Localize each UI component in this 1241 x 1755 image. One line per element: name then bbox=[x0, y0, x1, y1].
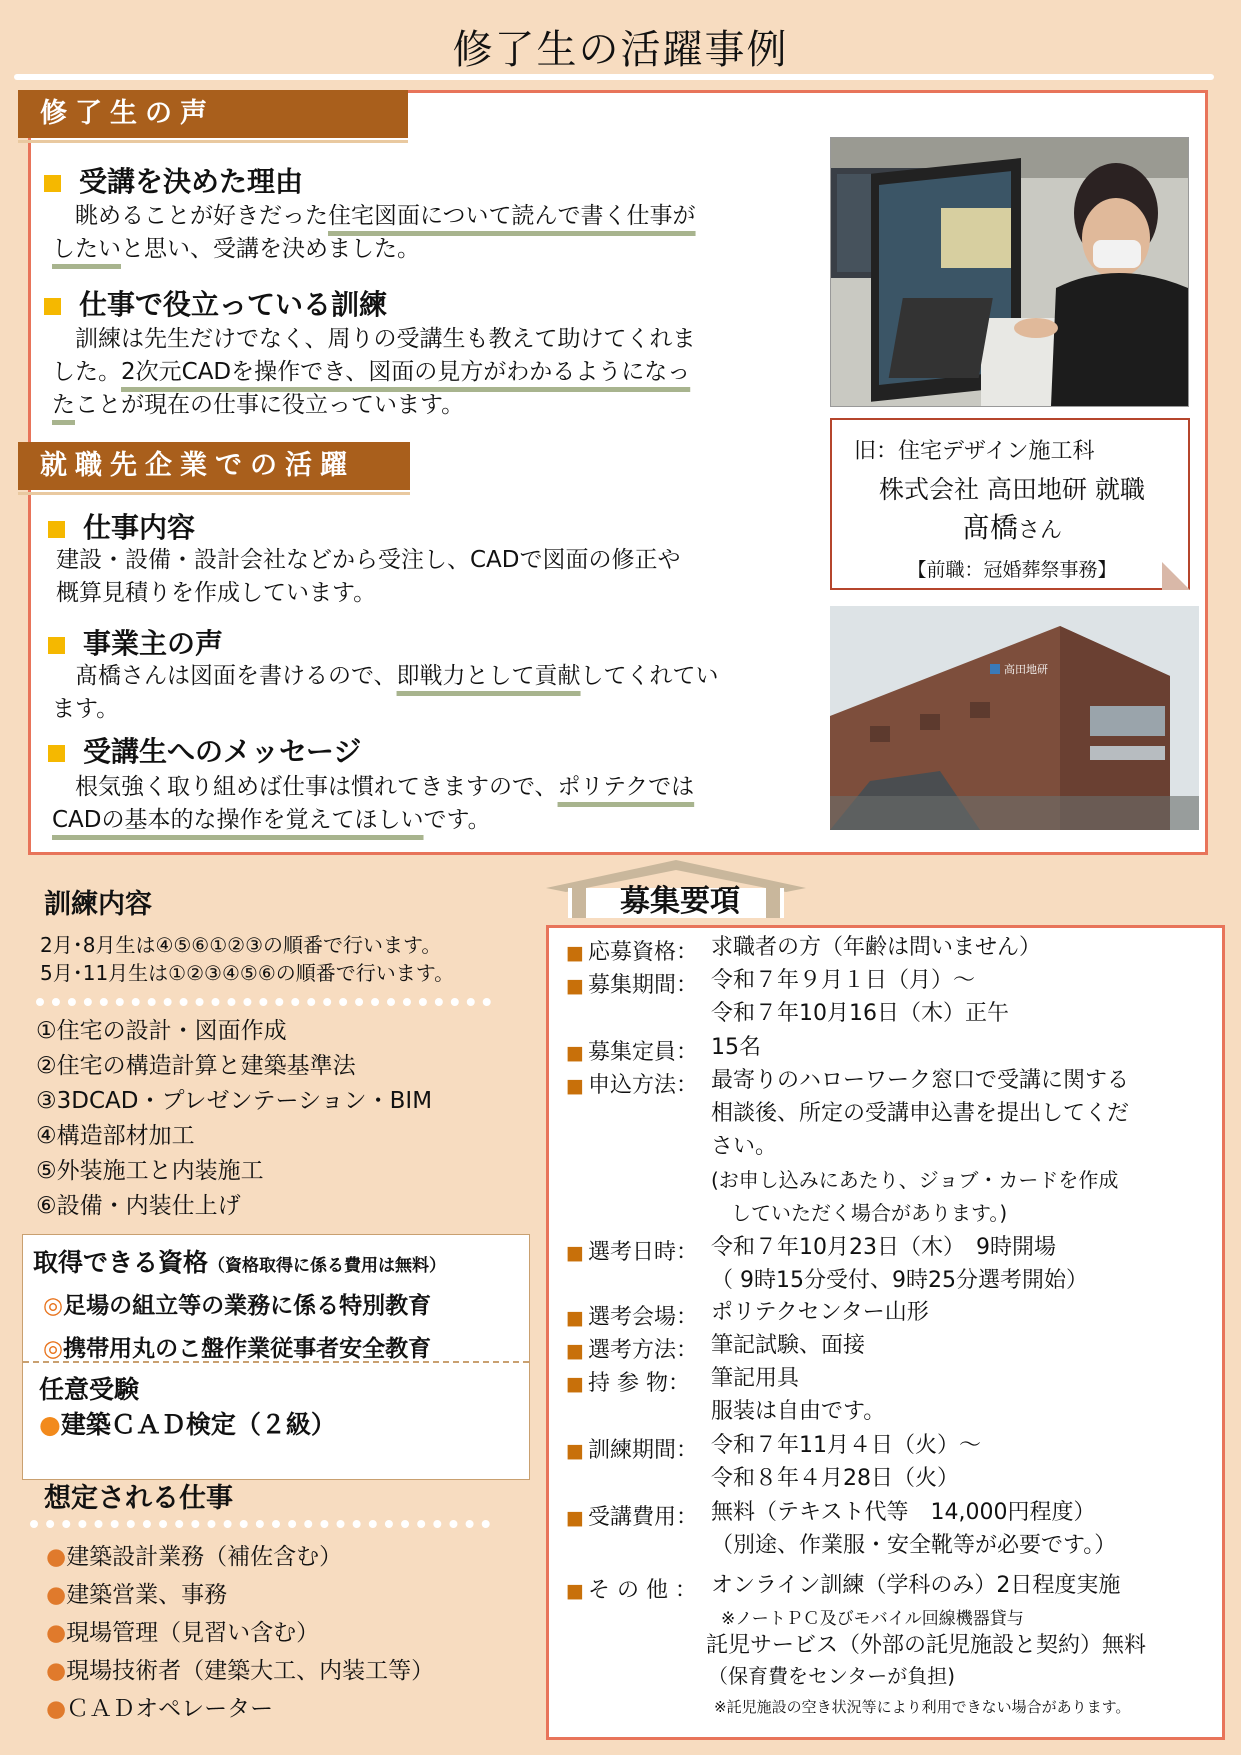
work-content-heading: 仕事内容 bbox=[48, 506, 195, 546]
recruit-value: 服装は自由です。 bbox=[711, 1399, 886, 1424]
company-building-photo bbox=[830, 606, 1199, 830]
recruit-value: 令和７年10月16日（木）正午 bbox=[711, 1001, 1009, 1026]
double-circle-icon: ◎ bbox=[43, 1336, 64, 1362]
recruit-value: 15名 bbox=[711, 1035, 761, 1060]
recruit-value: （ 9時15分受付、9時25分選考開始） bbox=[711, 1268, 1088, 1293]
job-item: ●現場技術者（建築大工、内装工等） bbox=[46, 1658, 435, 1684]
recruit-label: ■ 募集定員： bbox=[566, 1040, 698, 1065]
title-divider bbox=[14, 74, 1214, 80]
recruit-label: ■ そ の 他 ： bbox=[566, 1578, 697, 1603]
recruit-value: 令和７年９月１日（月）～ bbox=[711, 968, 976, 993]
recruit-label: ■ 選考方法： bbox=[566, 1338, 698, 1363]
training-order-line-1: 2月･8月生は④⑤⑥①②③の順番で行います。 bbox=[40, 933, 442, 957]
reason-text: 眺めることが好きだった住宅図面について読んで書く仕事が したいと思い、受講を決めました。 bbox=[52, 203, 696, 262]
graduate-voice-banner: 修了生の声 bbox=[18, 90, 408, 138]
recruit-label: ■ 受講費用： bbox=[566, 1505, 698, 1530]
recruit-value: さい。 bbox=[711, 1134, 778, 1159]
recruit-value: 令和７年10月23日（木） 9時開場 bbox=[711, 1235, 1056, 1260]
square-bullet-icon bbox=[44, 175, 61, 192]
employer-voice-heading: 事業主の声 bbox=[48, 622, 223, 662]
square-bullet-icon bbox=[48, 745, 65, 762]
recruit-value: （別途、作業服・安全靴等が必要です。） bbox=[711, 1533, 1117, 1558]
square-bullet-icon: ■ bbox=[566, 1580, 584, 1602]
employer-name: 株式会社 高田地研 就職 bbox=[879, 475, 1145, 504]
recruit-other-text: （保育費をセンターが負担) bbox=[708, 1664, 956, 1688]
reason-heading: 受講を決めた理由 bbox=[44, 160, 303, 200]
job-item: ●ＣＡＤオペレーター bbox=[46, 1696, 274, 1722]
graduate-at-work-photo bbox=[830, 137, 1189, 407]
former-course: 旧：住宅デザイン施工科 bbox=[854, 439, 1095, 464]
bullet-dot-icon: ● bbox=[46, 1658, 67, 1684]
square-bullet-icon bbox=[48, 637, 65, 654]
square-bullet-icon: ■ bbox=[566, 1507, 584, 1529]
recruit-value: していただく場合があります。) bbox=[711, 1201, 1008, 1225]
recruitment-title: 募集要項 bbox=[620, 884, 740, 919]
recruit-other-text: 託児サービス（外部の託児施設と契約）無料 bbox=[706, 1633, 1147, 1658]
optional-exam-heading: 任意受験 bbox=[39, 1375, 140, 1404]
employer-section-banner: 就職先企業での活躍 bbox=[18, 442, 410, 490]
job-item: ●建築設計業務（補佐含む） bbox=[46, 1544, 343, 1570]
former-job: 【前職：冠婚葬祭事務】 bbox=[907, 559, 1117, 581]
recruit-label: ■ 選考日時： bbox=[566, 1240, 698, 1265]
graduate-caption-card bbox=[830, 418, 1190, 590]
graduate-name: 髙橋さん bbox=[961, 511, 1063, 544]
square-bullet-icon: ■ bbox=[566, 1242, 584, 1264]
recruit-label: ■ 持 参 物： bbox=[566, 1371, 690, 1396]
training-content-heading: 訓練内容 bbox=[44, 889, 152, 920]
square-bullet-icon: ■ bbox=[566, 1307, 584, 1329]
double-circle-icon: ◎ bbox=[43, 1293, 64, 1319]
training-item: ⑤外装施工と内装施工 bbox=[36, 1158, 264, 1184]
dotted-divider bbox=[36, 998, 491, 1006]
training-item: ④構造部材加工 bbox=[36, 1123, 195, 1149]
recruit-label: ■ 申込方法： bbox=[566, 1073, 698, 1098]
qualification-item: ◎足場の組立等の業務に係る特別教育 bbox=[43, 1293, 432, 1319]
square-bullet-icon: ■ bbox=[566, 1373, 584, 1395]
recruit-label: ■ 訓練期間： bbox=[566, 1438, 698, 1463]
square-bullet-icon: ■ bbox=[566, 1440, 584, 1462]
recruit-other-text: ※託児施設の空き状況等により利用できない場合があります。 bbox=[714, 1698, 1131, 1716]
qualifications-box bbox=[22, 1234, 530, 1480]
recruit-value: 無料（テキスト代等 14,000円程度） bbox=[711, 1500, 1096, 1525]
recruit-value: 相談後、所定の受講申込書を提出してくだ bbox=[711, 1101, 1130, 1126]
recruit-value: 筆記用具 bbox=[711, 1366, 800, 1391]
qualifications-heading: 取得できる資格（資格取得に係る費用は無料） bbox=[33, 1248, 447, 1277]
recruit-other-text: ※ノートＰＣ及びモバイル回線機器貸与 bbox=[721, 1609, 1024, 1629]
square-bullet-icon: ■ bbox=[566, 1340, 584, 1362]
recruit-value: ポリテクセンター山形 bbox=[711, 1300, 929, 1325]
training-order-line-2: 5月･11月生は①②③④⑤⑥の順番で行います。 bbox=[40, 961, 455, 985]
message-heading: 受講生へのメッセージ bbox=[48, 730, 361, 770]
page-title: 修了生の活躍事例 bbox=[452, 27, 789, 73]
recruitment-rows bbox=[546, 925, 1225, 1740]
recruit-label: ■ 選考会場： bbox=[566, 1305, 698, 1330]
work-content-text: 建設・設備・設計会社などから受注し、CADで図面の修正や 概算見積りを作成しています。 bbox=[56, 547, 681, 606]
building-sign-text: 高田地研 bbox=[1004, 663, 1048, 676]
training-item: ②住宅の構造計算と建築基準法 bbox=[36, 1053, 356, 1079]
training-item: ①住宅の設計・図面作成 bbox=[36, 1018, 287, 1044]
useful-training-heading: 仕事で役立っている訓練 bbox=[44, 283, 387, 323]
message-text: 根気強く取り組めば仕事は慣れてきますので、ポリテクでは CADの基本的な操作を覚えてほしいです。 bbox=[52, 774, 695, 833]
page-fold-corner bbox=[1162, 562, 1190, 590]
recruit-label: ■ 応募資格： bbox=[566, 940, 698, 965]
job-item: ●建築営業、事務 bbox=[46, 1582, 228, 1608]
dotted-divider bbox=[30, 1520, 490, 1528]
recruit-value: 令和７年11月４日（火）～ bbox=[711, 1433, 981, 1458]
recruit-value: 令和８年４月28日（火） bbox=[711, 1466, 959, 1491]
job-item: ●現場管理（見習い含む） bbox=[46, 1620, 320, 1646]
recruit-value: (お申し込みにあたり、ジョブ・カードを作成 bbox=[711, 1168, 1119, 1192]
expected-jobs-heading: 想定される仕事 bbox=[44, 1483, 233, 1514]
bullet-dot-icon: ● bbox=[46, 1620, 67, 1646]
training-item: ③3DCAD・プレゼンテーション・BIM bbox=[36, 1088, 433, 1114]
square-bullet-icon bbox=[48, 521, 65, 538]
square-bullet-icon: ■ bbox=[566, 975, 584, 997]
recruit-value: 最寄りのハローワーク窓口で受講に関する bbox=[711, 1068, 1130, 1093]
employer-voice-text: 髙橋さんは図面を書けるので、即戦力として貢献してくれてい ます。 bbox=[52, 663, 719, 722]
recruit-label: ■ 募集期間： bbox=[566, 973, 698, 998]
square-bullet-icon: ■ bbox=[566, 1075, 584, 1097]
bullet-dot-icon: ● bbox=[46, 1582, 67, 1608]
qualification-item: ◎携帯用丸のこ盤作業従事者安全教育 bbox=[43, 1336, 432, 1362]
square-bullet-icon: ■ bbox=[566, 942, 584, 964]
dashed-divider bbox=[23, 1361, 529, 1363]
bullet-dot-icon: ● bbox=[46, 1544, 67, 1570]
useful-training-text: 訓練は先生だけでなく、周りの受講生も教えて助けてくれま した。2次元CADを操作でき、図面の見方がわかるようになっ たことが現在の仕事に役立っています。 bbox=[52, 326, 696, 418]
bullet-dot-icon: ● bbox=[46, 1696, 67, 1722]
bullet-dot-icon: ● bbox=[39, 1410, 61, 1439]
training-item: ⑥設備・内装仕上げ bbox=[36, 1193, 241, 1219]
recruit-value: 筆記試験、面接 bbox=[711, 1333, 866, 1358]
square-bullet-icon: ■ bbox=[566, 1042, 584, 1064]
recruit-value: 求職者の方（年齢は問いません） bbox=[711, 935, 1042, 960]
square-bullet-icon bbox=[44, 298, 61, 315]
optional-exam-item: ●建築ＣＡＤ検定（２級） bbox=[39, 1410, 336, 1439]
recruit-other-text: オンライン訓練（学科のみ）2日程度実施 bbox=[711, 1573, 1121, 1598]
